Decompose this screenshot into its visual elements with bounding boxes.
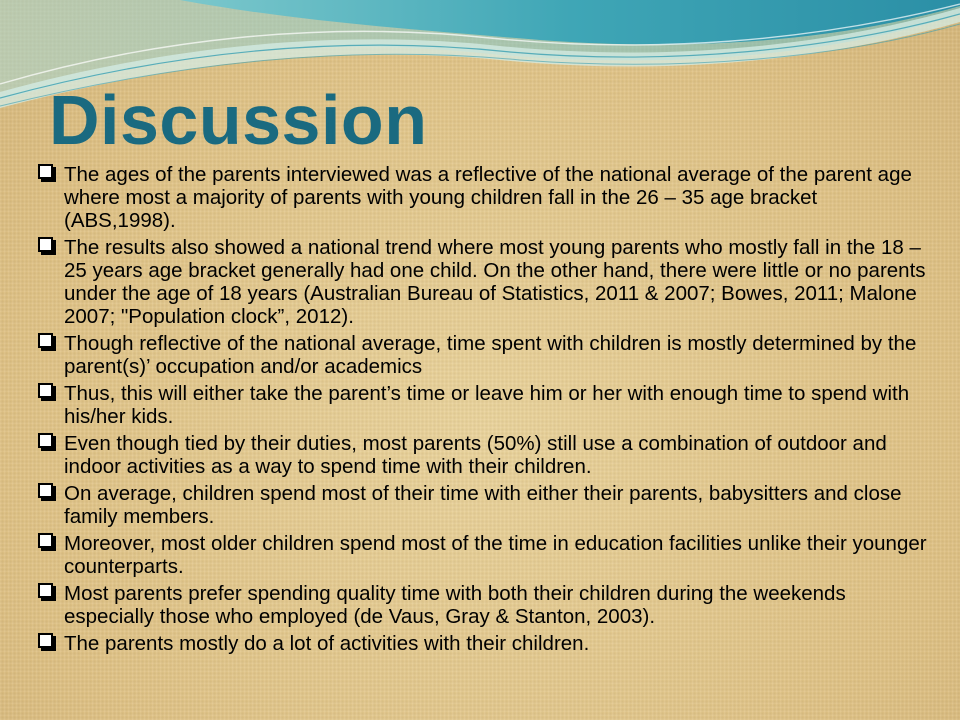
bullet-item — [38, 382, 934, 428]
checkbox-icon — [38, 633, 53, 648]
bullet-item — [38, 482, 934, 528]
bullet-text: Thus, this will either take the parent’s time or leave him or her with enough time to spend with his/her kids. — [64, 382, 910, 428]
bullet-item — [38, 532, 934, 578]
bullet-text: Most parents prefer spending quality time with both their children during the weekends especially those who employed (de Vaus, Gray & Stanton, 2003). — [64, 582, 846, 628]
bullet-text: Though reflective of the national average, time spent with children is mostly determined by the parent(s)’ occupation and/or academics — [64, 332, 917, 378]
bullet-item — [38, 163, 934, 232]
bullet-text: The ages of the parents interviewed was a reflective of the national average of the parent age where most a majority of parents with young children fall in the 26 – 35 age bracket (ABS,1998). — [64, 163, 912, 232]
bullet-item — [38, 432, 934, 478]
bullet-item — [38, 332, 934, 378]
checkbox-icon — [38, 164, 53, 179]
checkbox-icon — [38, 533, 53, 548]
bullet-text: The results also showed a national trend where most young parents who mostly fall in the 18 – 25 years age bracket generally had one child. On the other hand, there were little or no parents under the age of 18 years (Australian Bureau of Statistics, 2011 & 2007; Bowes, 2011; Malone 2007; "Population clock”, 2012). — [64, 236, 926, 328]
bullet-item — [38, 632, 934, 655]
bullet-item — [38, 582, 934, 628]
bullet-text: On average, children spend most of their time with either their parents, babysitters and close family members. — [64, 482, 902, 528]
bullet-text: Even though tied by their duties, most parents (50%) still use a combination of outdoor and indoor activities as a way to spend time with their children. — [64, 432, 887, 478]
checkbox-icon — [38, 483, 53, 498]
bullet-list — [38, 163, 934, 659]
checkbox-icon — [38, 583, 53, 598]
slide-title: Discussion — [49, 81, 428, 159]
checkbox-icon — [38, 383, 53, 398]
checkbox-icon — [38, 237, 53, 252]
checkbox-icon — [38, 433, 53, 448]
bullet-item — [38, 236, 934, 328]
bullet-text: The parents mostly do a lot of activities with their children. — [64, 632, 590, 655]
checkbox-icon — [38, 333, 53, 348]
bullet-text: Moreover, most older children spend most of the time in education facilities unlike their younger counterparts. — [64, 532, 927, 578]
